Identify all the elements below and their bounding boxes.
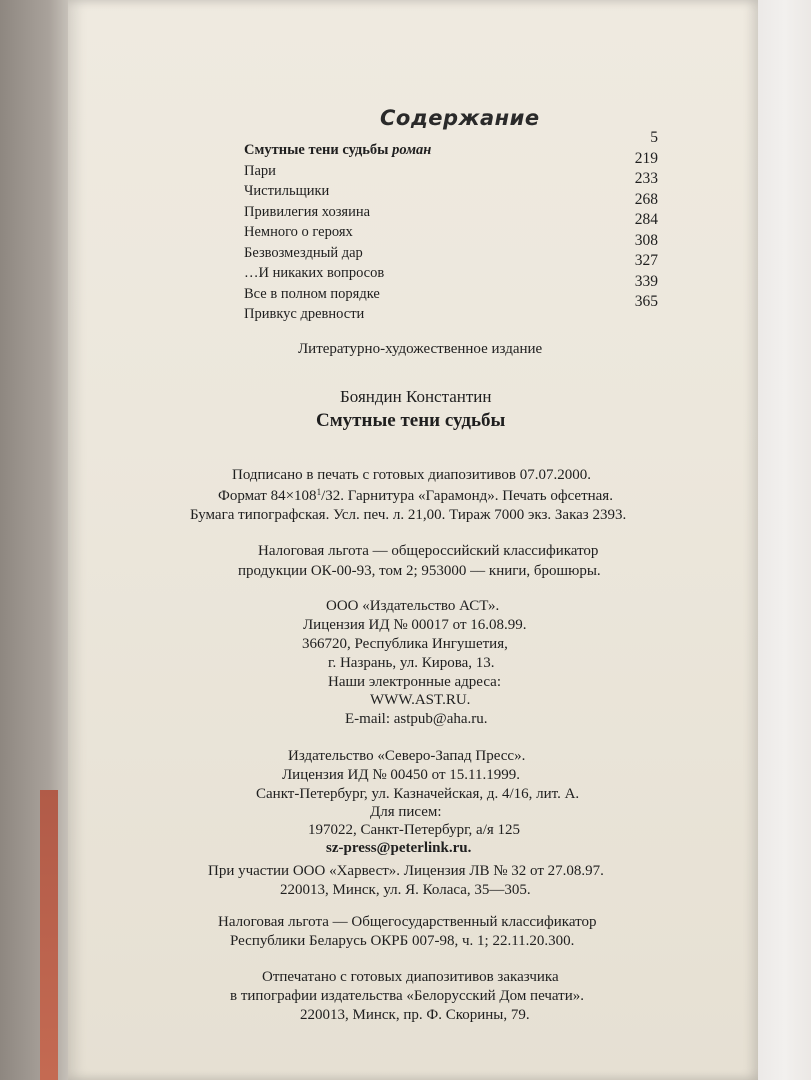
imprint-line-3: Бумага типографская. Усл. печ. л. 21,00. Тираж 7000 экз. Заказ 2393. <box>190 507 627 523</box>
toc-item-page: 327 <box>634 252 658 269</box>
tax-note-2-line-2: Республики Беларусь ОКРБ 007-98, ч. 1; 22.11.20.300. <box>230 933 575 949</box>
toc-item-suffix: роман <box>392 142 432 158</box>
ast-address-2: г. Назрань, ул. Кирова, 13. <box>328 655 495 671</box>
table-of-contents <box>244 128 658 322</box>
toc-item-title: Пари <box>244 162 276 179</box>
harvest-line-2: 220013, Минск, ул. Я. Коласа, 35—305. <box>280 882 531 898</box>
print-line-2: в типографии издательства «Белорусский Дом печати». <box>230 988 585 1004</box>
szpress-po-box: 197022, Санкт-Петербург, а/я 125 <box>308 822 521 838</box>
toc-item-page: 268 <box>634 190 658 208</box>
szpress-name: Издательство «Северо-Запад Пресс». <box>288 748 526 764</box>
ast-web: WWW.AST.RU. <box>370 692 471 708</box>
toc-item-page: 339 <box>634 272 658 290</box>
harvest-line-1: При участии ООО «Харвест». Лицензия ЛВ № 32 от 27.08.97. <box>208 863 604 879</box>
ast-address-1: 366720, Республика Ингушетия, <box>302 636 508 652</box>
toc-item-page: 284 <box>634 211 658 228</box>
toc-item-page: 219 <box>634 149 658 167</box>
toc-item <box>244 292 658 322</box>
tax-note-2-line-1: Налоговая льгота — Общегосударственный классификатор <box>218 914 597 930</box>
toc-item-title: Все в полном порядке <box>244 285 380 302</box>
book-title: Смутные тени судьбы <box>316 410 506 431</box>
toc-item-title: Безвозмездный дар <box>244 244 363 261</box>
book-page <box>68 0 758 1080</box>
toc-item-page: 5 <box>650 129 658 146</box>
toc-item-title: Привкус древности <box>244 306 365 322</box>
author-name: Бояндин Константин <box>340 387 492 406</box>
toc-item-title: …И никаких вопросов <box>244 265 385 281</box>
toc-title: Содержание <box>380 106 540 130</box>
print-line-3: 220013, Минск, пр. Ф. Скорины, 79. <box>300 1007 530 1023</box>
ast-web-label: Наши электронные адреса: <box>328 674 501 690</box>
toc-item-page: 308 <box>634 231 658 249</box>
tax-note-1-line-2: продукции ОК-00-93, том 2; 953000 –– книги, брошюры. <box>238 563 601 579</box>
ast-name: ООО «Издательство АСТ». <box>326 598 500 614</box>
szpress-letters-label: Для писем: <box>370 804 442 820</box>
szpress-license: Лицензия ИД № 00450 от 15.11.1999. <box>282 767 520 783</box>
print-line-1: Отпечатано с готовых диапозитивов заказчика <box>262 969 559 985</box>
edition-type: Литературно-художественное издание <box>298 341 543 357</box>
toc-item-page: 365 <box>634 293 658 310</box>
szpress-address: Санкт-Петербург, ул. Казначейская, д. 4/16, лит. А. <box>256 786 580 802</box>
tax-note-1-line-1: Налоговая льгота — общероссийский классификатор <box>258 543 599 559</box>
ast-license: Лицензия ИД № 00017 от 16.08.99. <box>303 617 527 633</box>
background-left <box>0 0 70 1080</box>
toc-item-page: 233 <box>634 170 658 187</box>
ast-email: E-mail: astpub@aha.ru. <box>345 711 488 727</box>
toc-item-title: Привилегия хозяина <box>244 203 371 220</box>
toc-item-title: Немного о героях <box>244 224 353 240</box>
toc-item-title: Смутные тени судьбы <box>244 142 389 158</box>
book-cover-edge <box>40 790 58 1080</box>
imprint-line-2: Формат $84\times 108^1/32$. Гарнитура «Гарамонд». Печать офсетная. <box>218 487 613 504</box>
toc-item-title: Чистильщики <box>244 183 330 199</box>
szpress-email: sz-press@peterlink.ru. <box>326 840 472 856</box>
imprint-line-1: Подписано в печать с готовых диапозитивов 07.07.2000. <box>232 467 591 483</box>
